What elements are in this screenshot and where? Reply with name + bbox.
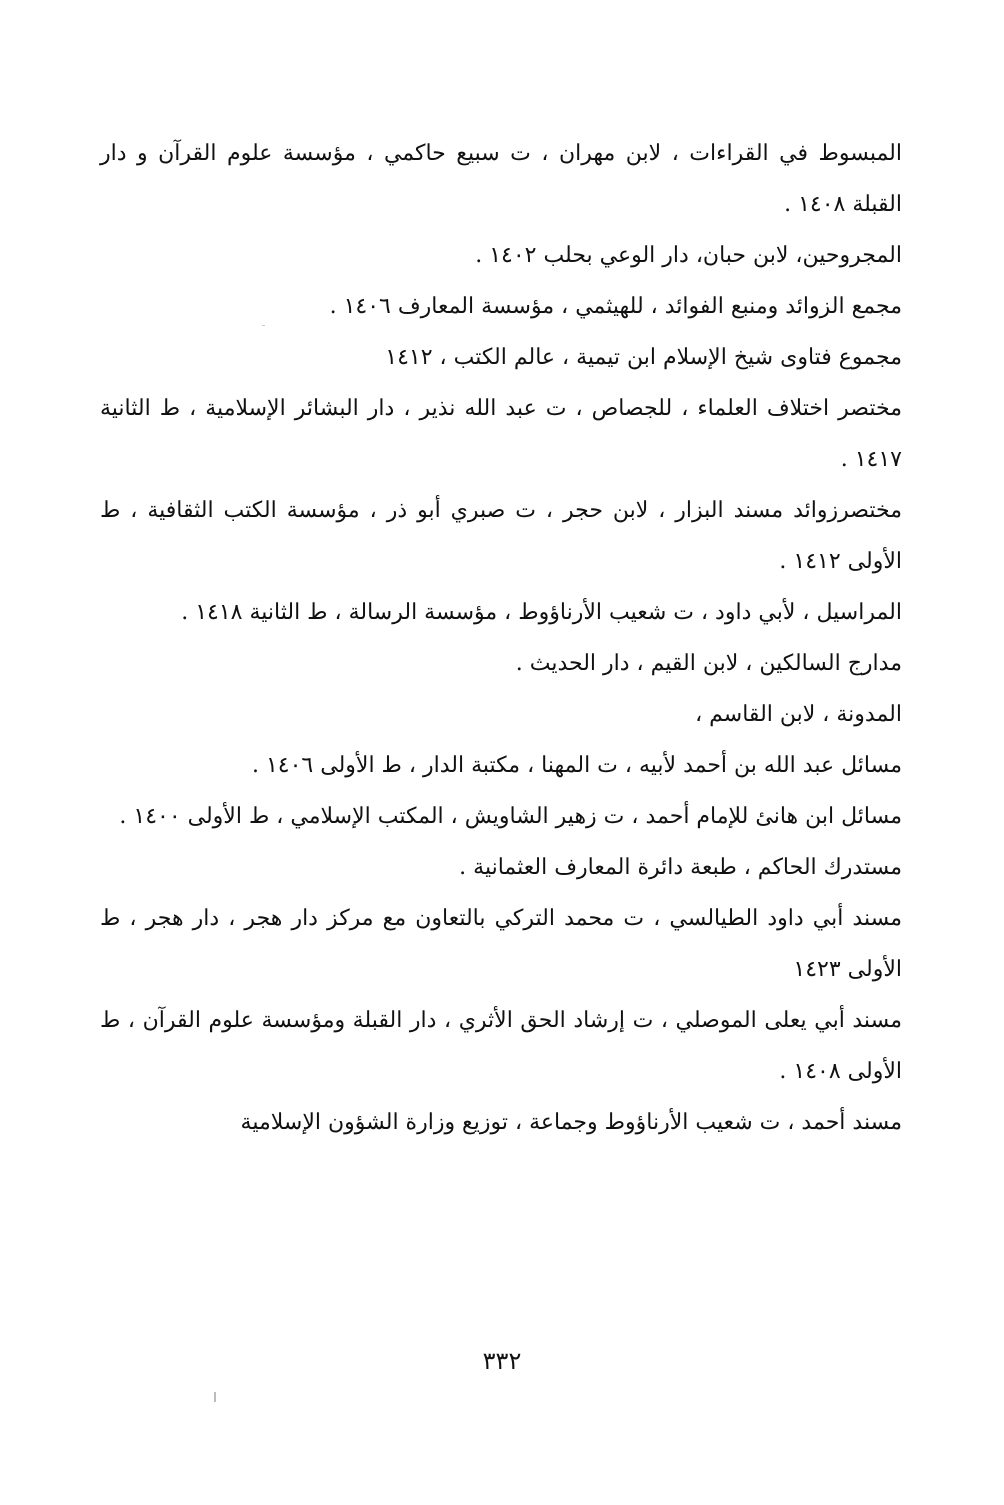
bibliography-entry: مجموع فتاوى شيخ الإسلام ابن تيمية ، عالم الكتب ، ١٤١٢ [385, 345, 902, 370]
bibliography-entry: المدونة ، لابن القاسم ، [695, 702, 902, 727]
bibliography-entry: مختصرزوائد مسند البزار ، لابن حجر ، ت صبري أبو ذر ، مؤسسة الكتب الثقافية ، ط الأولى ١٤١٢ . [100, 498, 902, 574]
bibliography-entry: مجمع الزوائد ومنبع الفوائد ، للهيثمي ، مؤسسة المعارف ١٤٠٦ . [329, 294, 902, 319]
bibliography-entry: مسند أحمد ، ت شعيب الأرناؤوط وجماعة ، توزيع وزارة الشؤون الإسلامية [240, 1110, 902, 1135]
scan-speck [214, 1392, 216, 1402]
scan-speck [262, 325, 265, 326]
bibliography-entry: مستدرك الحاكم ، طبعة دائرة المعارف العثمانية . [459, 855, 902, 880]
bibliography-entry: مدارج السالكين ، لابن القيم ، دار الحديث . [515, 651, 902, 676]
bibliography-entry: المجروحين، لابن حبان، دار الوعي بحلب ١٤٠٢ . [475, 243, 902, 268]
bibliography-list [100, 128, 902, 1148]
page-number: ٣٣٢ [482, 1347, 522, 1375]
bibliography-entry: المراسيل ، لأبي داود ، ت شعيب الأرناؤوط ، مؤسسة الرسالة ، ط الثانية ١٤١٨ . [181, 600, 902, 625]
bibliography-entry: مسند أبي داود الطيالسي ، ت محمد التركي بالتعاون مع مركز دار هجر ، دار هجر ، ط الأولى ١٤٢٣ [100, 906, 902, 982]
bibliography-entry: مسند أبي يعلى الموصلي ، ت إرشاد الحق الأثري ، دار القبلة ومؤسسة علوم القرآن ، ط الأولى ١٤٠٨ . [100, 1008, 902, 1084]
bibliography-entry: مختصر اختلاف العلماء ، للجصاص ، ت عبد الله نذير ، دار البشائر الإسلامية ، ط الثانية ١٤١٧ . [100, 396, 902, 472]
bibliography-entry: مسائل عبد الله بن أحمد لأبيه ، ت المهنا ، مكتبة الدار ، ط الأولى ١٤٠٦ . [251, 753, 902, 778]
bibliography-entry: مسائل ابن هانئ للإمام أحمد ، ت زهير الشاويش ، المكتب الإسلامي ، ط الأولى ١٤٠٠ . [119, 804, 902, 829]
bibliography-entry: المبسوط في القراءات ، لابن مهران ، ت سبيع حاكمي ، مؤسسة علوم القرآن و دار القبلة ١٤٠٨ . [100, 141, 903, 217]
